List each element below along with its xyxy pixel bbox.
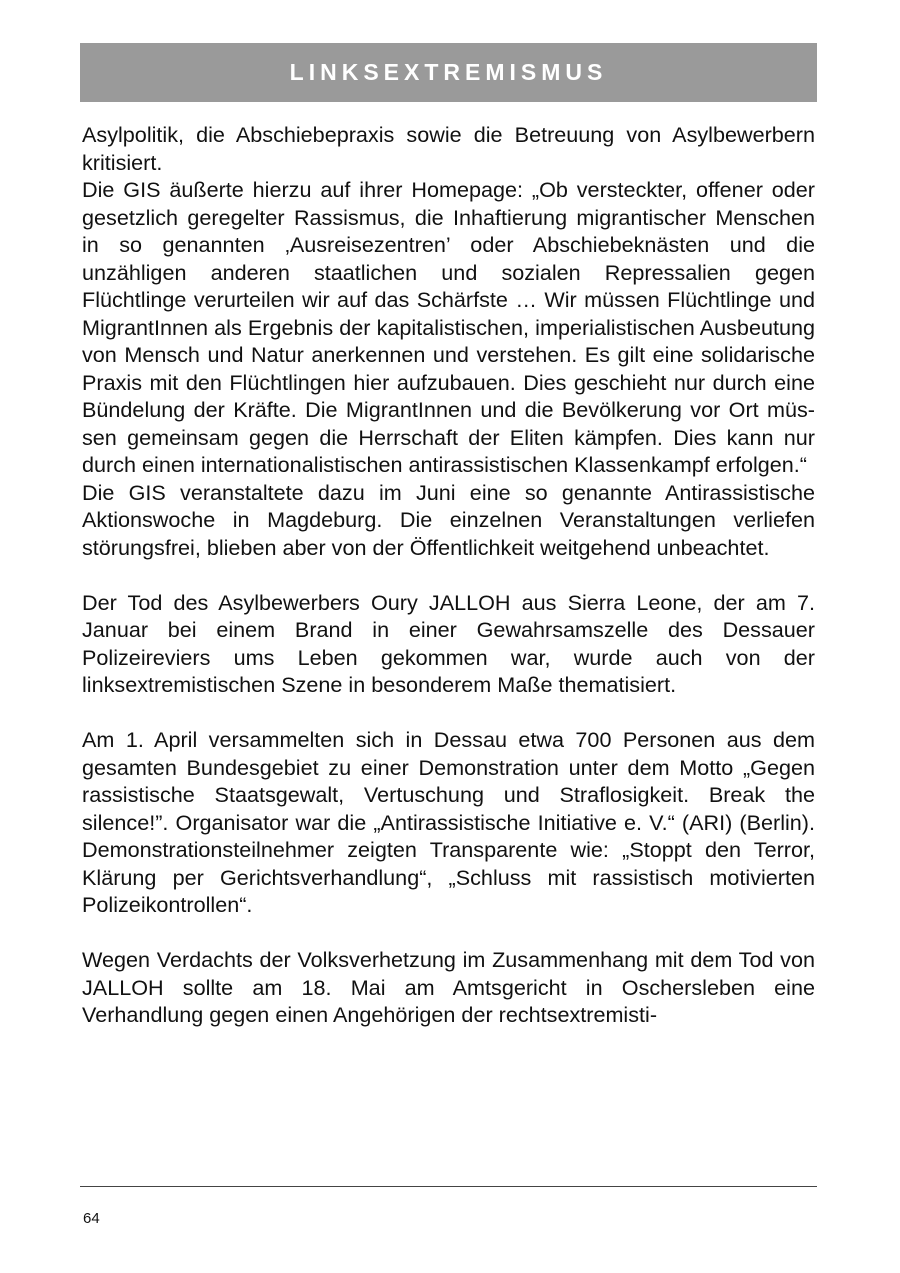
section-title: LINKSEXTREMISMUS	[289, 59, 608, 85]
body-paragraph: Die GIS äußerte hierzu auf ihrer Homepage: „Ob versteckter, offener oder gesetzlich geregelter Rassismus, die Inhaftierung migrantischer Menschen in so genannten ‚Ausreisezentren’ oder Abschiebeknästen und die unzähligen anderen staatlichen und sozialen Repressalien gegen Flüchtlinge verurteilen wir auf das Schärfste … Wir müssen Flüchtlinge und MigrantInnen als Ergebnis der kapitalistischen, imperialistischen Ausbeutung von Mensch und Natur anerkennen und verstehen. Es gilt eine solidarische Praxis mit den Flüchtlingen hier aufzubauen. Dies geschieht nur durch eine Bündelung der Kräfte. Die MigrantInnen und die Bevölkerung vor Ort müssen gemeinsam gegen die Herrschaft der Eliten kämpfen. Dies kann nur durch einen internationalistischen antirassistischen Klassenkampf erfolgen.“	[82, 177, 815, 477]
body-paragraph: Die GIS veranstaltete dazu im Juni eine so genannte Antirassistische Aktionswoche in Magdeburg. Die einzelnen Veranstaltungen verliefen störungsfrei, blieben aber von der Öffentlichkeit weitgehend unbeachtet.	[82, 479, 815, 560]
body-paragraph: Der Tod des Asylbewerbers Oury JALLOH aus Sierra Leone, der am 7. Januar bei einem Brand in einer Gewahrsamszelle des Dessauer Polizeireviers ums Leben gekommen war, wurde auch von der linksextremistischen Szene in besonderem Maße thematisiert.	[82, 589, 815, 697]
body-paragraph: Asylpolitik, die Abschiebepraxis sowie die Betreuung von Asylbewerbern kritisiert.	[82, 122, 815, 175]
paragraph-spacer	[82, 919, 815, 947]
page-body	[82, 121, 815, 1029]
paragraph-spacer	[82, 699, 815, 727]
footer-divider	[80, 1186, 817, 1187]
section-header-bar	[80, 43, 817, 102]
page-number: 64	[83, 1210, 100, 1227]
body-paragraph: Am 1. April versammelten sich in Dessau etwa 700 Personen aus dem gesamten Bundesgebiet zu einer Demonstration unter dem Motto „Gegen rassistische Staatsgewalt, Vertuschung und Straflosigkeit. Break the silence!”. Organisator war die „Antirassistische Initiative e. V.“ (ARI) (Berlin). Demonstrationsteilnehmer zeigten Transparente wie: „Stoppt den Terror, Klärung per Gerichtsverhandlung“, „Schluss mit rassistisch motivierten Polizeikontrollen“.	[82, 727, 815, 917]
body-paragraph: Wegen Verdachts der Volksverhetzung im Zusammenhang mit dem Tod von JALLOH sollte am 18. Mai am Amtsgericht in Oschersleben eine Verhandlung gegen einen Angehörigen der rechtsextremisti-	[82, 947, 815, 1027]
paragraph-spacer	[82, 561, 815, 589]
